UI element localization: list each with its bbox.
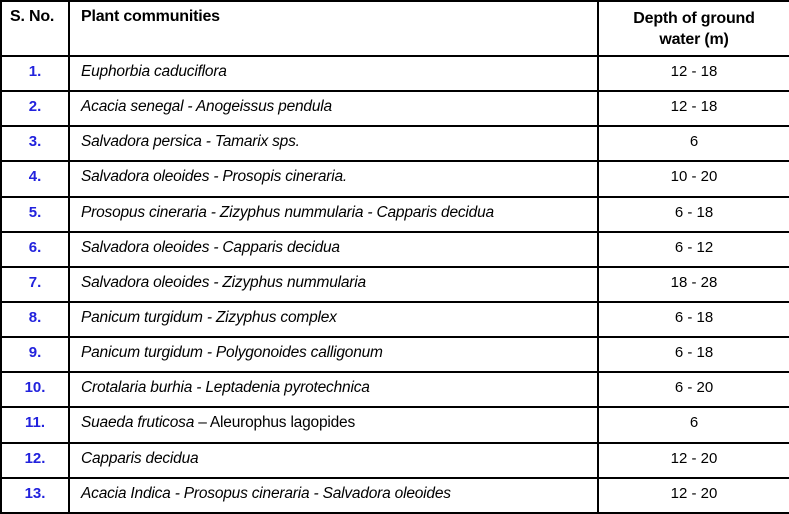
plant-name-italic: Salvadora oleoides - Prosopis cineraria. (81, 168, 347, 186)
serial-number-cell: 7. (1, 267, 69, 302)
table-row (1, 197, 789, 232)
table-row (1, 91, 789, 126)
serial-number-cell: 3. (1, 126, 69, 161)
plant-community-cell (69, 407, 598, 442)
plant-community-cell (69, 161, 598, 196)
serial-number-cell: 12. (1, 443, 69, 478)
serial-number-cell: 8. (1, 302, 69, 337)
plant-name-italic: Acacia senegal - Anogeissus pendula (81, 98, 332, 116)
table-body (1, 56, 789, 513)
serial-number-cell: 13. (1, 478, 69, 513)
plant-name-italic: Panicum turgidum - Polygonoides calligonum (81, 344, 383, 362)
plant-name-italic: Crotalaria burhia - Leptadenia pyrotechnica (81, 379, 370, 397)
table-row (1, 126, 789, 161)
serial-number-cell: 9. (1, 337, 69, 372)
header-row (1, 1, 789, 56)
plant-name-regular: – Aleurophus lagopides (194, 414, 356, 432)
plant-name-italic: Prosopus cineraria - Zizyphus nummularia - Capparis decidua (81, 203, 494, 221)
depth-value-cell: 6 (598, 126, 789, 161)
depth-value-cell: 6 - 18 (598, 197, 789, 232)
serial-number-cell: 10. (1, 372, 69, 407)
plant-name-italic: Euphorbia caduciflora (81, 63, 227, 80)
plant-community-cell (69, 126, 598, 161)
plant-name-italic: Suaeda fruticosa (81, 414, 195, 432)
serial-number-cell: 11. (1, 407, 69, 442)
depth-value-cell: 12 - 20 (598, 478, 789, 513)
header-serial-number: S. No. (1, 1, 69, 56)
plant-community-cell (69, 443, 598, 478)
plant-community-cell (69, 232, 598, 267)
plant-name-italic: Capparis decidua (81, 449, 199, 467)
serial-number-cell: 1. (1, 56, 69, 91)
depth-value-cell: 12 - 20 (598, 443, 789, 478)
plant-community-cell (69, 302, 598, 337)
depth-value-cell: 12 - 18 (598, 56, 789, 91)
plant-name-italic: Salvadora oleoides - Capparis decidua (81, 238, 340, 256)
table-row (1, 372, 789, 407)
table-row (1, 337, 789, 372)
table-row (1, 56, 789, 91)
plant-community-cell (69, 267, 598, 302)
header-depth-of-ground-water: Depth of ground water (m) (598, 1, 789, 56)
plant-community-cell (69, 478, 598, 513)
table-row (1, 267, 789, 302)
depth-value-cell: 6 (598, 407, 789, 442)
plant-name-italic: Salvadora oleoides - Zizyphus nummularia (81, 273, 366, 291)
plant-name-italic: Panicum turgidum - Zizyphus complex (81, 308, 337, 326)
depth-value-cell: 6 - 12 (598, 232, 789, 267)
serial-number-cell: 5. (1, 197, 69, 232)
depth-value-cell: 6 - 18 (598, 302, 789, 337)
table-row (1, 443, 789, 478)
depth-value-cell: 18 - 28 (598, 267, 789, 302)
depth-value-cell: 6 - 18 (598, 337, 789, 372)
table-row (1, 407, 789, 442)
plant-name-italic: Salvadora persica - Tamarix sps. (81, 133, 300, 151)
plant-community-cell (69, 372, 598, 407)
table-row (1, 302, 789, 337)
table-row (1, 161, 789, 196)
plant-community-cell (69, 337, 598, 372)
serial-number-cell: 2. (1, 91, 69, 126)
plant-name-italic: Acacia Indica - Prosopus cineraria - Salvadora oleoides (81, 484, 451, 502)
serial-number-cell: 6. (1, 232, 69, 267)
plant-community-cell (69, 197, 598, 232)
depth-value-cell: 10 - 20 (598, 161, 789, 196)
header-plant-communities: Plant communities (69, 1, 598, 56)
serial-number-cell: 4. (1, 161, 69, 196)
plant-community-cell (69, 56, 598, 91)
plant-community-cell (69, 91, 598, 126)
table-row (1, 478, 789, 513)
depth-value-cell: 6 - 20 (598, 372, 789, 407)
table-row (1, 232, 789, 267)
depth-value-cell: 12 - 18 (598, 91, 789, 126)
